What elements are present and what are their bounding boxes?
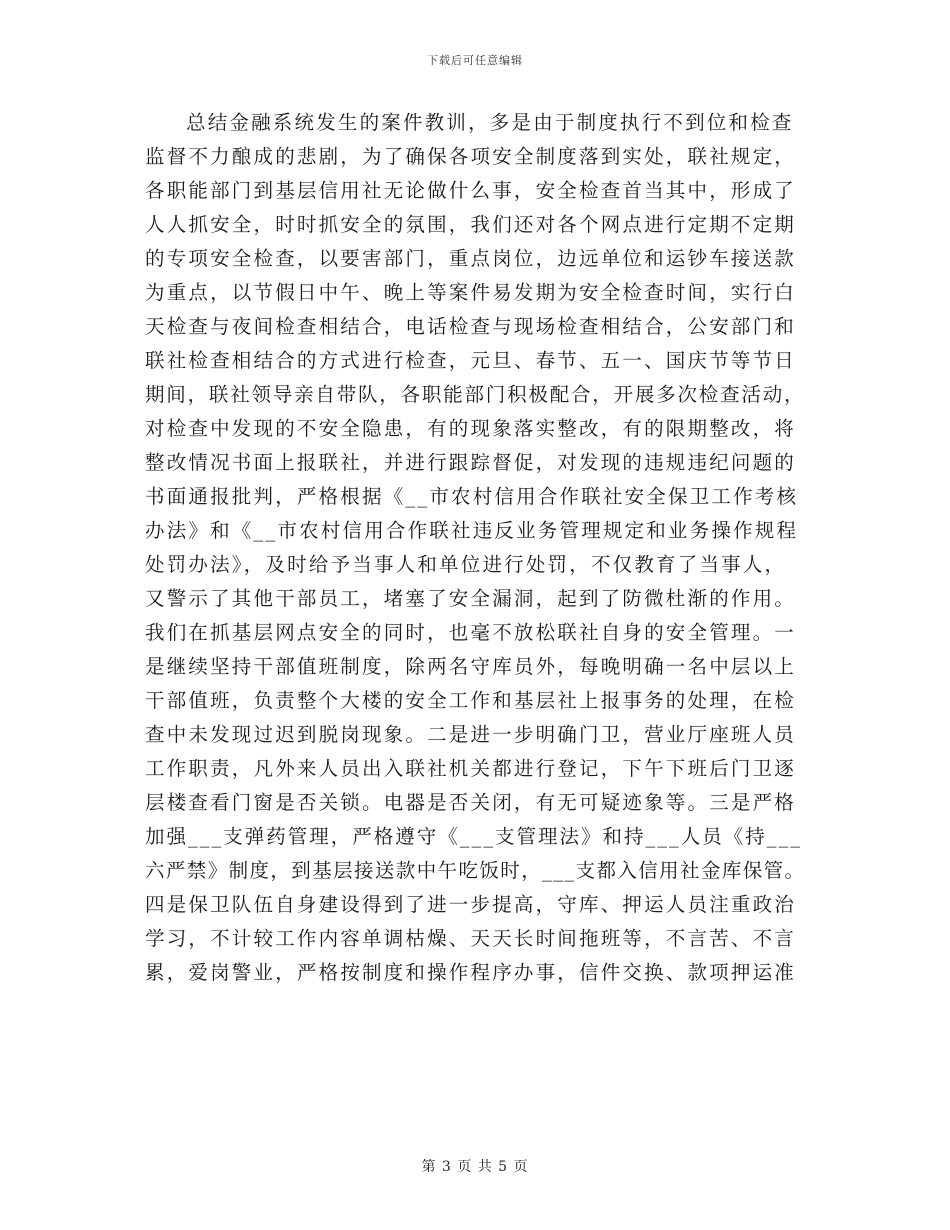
text-line: 监督不力酿成的悲剧，为了确保各项安全制度落到实处，联社规定， xyxy=(145,145,797,168)
text-line: 是继续坚持干部值班制度，除两名守库员外，每晚明确一名中层以上 xyxy=(145,655,797,678)
text-line: 加强___支弹药管理，严格遵守《___支管理法》和持___人员《持___ xyxy=(145,825,803,848)
text-line: 工作职责，凡外来人员出入联社机关都进行登记，下午下班后门卫逐 xyxy=(145,757,797,780)
text-line: 累，爱岗警业，严格按制度和操作程序办事，信件交换、款项押运准 xyxy=(145,961,797,984)
text-line: 办法》和《__市农村信用合作联社违反业务管理规定和业务操作规程 xyxy=(145,519,799,542)
text-line: 联社检查相结合的方式进行检查，元旦、春节、五一、国庆节等节日 xyxy=(145,349,797,372)
text-line: 各职能部门到基层信用社无论做什么事，安全检查首当其中，形成了 xyxy=(145,179,797,202)
text-line: 期间，联社领导亲自带队，各职能部门积极配合，开展多次检查活动， xyxy=(145,383,806,406)
text-line: 我们在抓基层网点安全的同时，也毫不放松联社自身的安全管理。一 xyxy=(145,621,797,644)
text-line: 处罚办法》，及时给予当事人和单位进行处罚，不仅教育了当事人， xyxy=(145,553,787,576)
text-line: 总结金融系统发生的案件教训，多是由于制度执行不到位和检查 xyxy=(186,111,794,134)
text-line: 层楼查看门窗是否关锁。电器是否关闭，有无可疑迹象等。三是严格 xyxy=(145,791,797,814)
page-header-note: 下载后可任意编辑 xyxy=(427,54,523,67)
text-line: 对检查中发现的不安全隐患，有的现象落实整改，有的限期整改，将 xyxy=(145,417,797,440)
text-line: 天检查与夜间检查相结合，电话检查与现场检查相结合，公安部门和 xyxy=(145,315,797,338)
text-line: 六严禁》制度，到基层接送款中午吃饭时，___支都入信用社金库保管。 xyxy=(145,859,806,882)
text-line: 四是保卫队伍自身建设得到了进一步提高，守库、押运人员注重政治 xyxy=(145,893,797,916)
text-line: 学习，不计较工作内容单调枯燥、天天长时间拖班等，不言苦、不言 xyxy=(145,927,797,950)
text-line: 人人抓安全，时时抓安全的氛围，我们还对各个网点进行定期不定期 xyxy=(145,213,797,236)
text-line: 为重点，以节假日中午、晚上等案件易发期为安全检查时间，实行白 xyxy=(145,281,797,304)
text-line: 整改情况书面上报联社，并进行跟踪督促，对发现的违规违纪问题的 xyxy=(145,451,797,474)
text-line: 查中未发现过迟到脱岗现象。二是进一步明确门卫，营业厅座班人员 xyxy=(145,723,797,746)
text-line: 又警示了其他干部员工，堵塞了安全漏洞，起到了防微杜渐的作用。 xyxy=(145,587,797,610)
page-number: 第 3 页 共 5 页 xyxy=(421,1159,529,1175)
text-line: 书面通报批判，严格根据《__市农村信用合作联社安全保卫工作考核 xyxy=(145,485,799,508)
text-line: 干部值班，负责整个大楼的安全工作和基层社上报事务的处理，在检 xyxy=(145,689,797,712)
text-line: 的专项安全检查，以要害部门，重点岗位，边远单位和运钞车接送款 xyxy=(145,247,797,270)
